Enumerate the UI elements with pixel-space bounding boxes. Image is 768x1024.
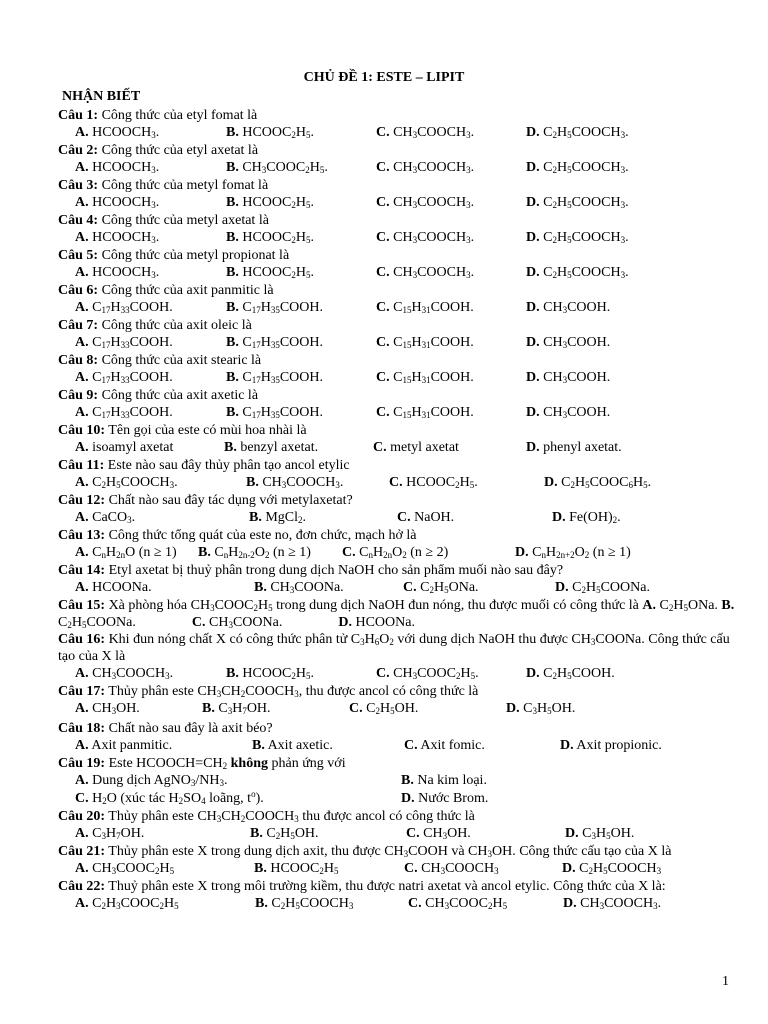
answer-option[interactable]: C. $C_{15}H_{31}COOH$. bbox=[376, 335, 474, 350]
answer-option[interactable]: D. $C_2H_5COOCH_3$. bbox=[526, 265, 629, 280]
question-stem bbox=[58, 107, 736, 124]
question-item bbox=[58, 755, 736, 808]
question-text: Công thức của axit oleic là bbox=[98, 318, 252, 333]
question-stem bbox=[58, 492, 736, 509]
question-stem bbox=[58, 282, 736, 299]
question-text: Thủy phân este $CH_3CH_2COOCH_3$, thu được ancol có công thức là bbox=[105, 684, 479, 699]
answer-options bbox=[58, 579, 736, 597]
question-stem bbox=[58, 212, 736, 229]
answer-options bbox=[58, 404, 736, 422]
answer-option[interactable]: A. $C_2H_3COOC_2H_5$ bbox=[75, 896, 179, 911]
answer-option[interactable]: A. $C_2H_5ONa$. bbox=[642, 598, 718, 613]
answer-options bbox=[58, 194, 736, 212]
answer-option[interactable]: D. $C_nH_{2n+2}O_2$ (n ≥ 1) bbox=[515, 545, 631, 560]
question-text: Công thức tổng quát của este no, đơn chức, mạch hở là bbox=[105, 528, 417, 543]
question-text: Xà phòng hóa $CH_3COOC_2H_5$ trong dung dịch NaOH đun nóng, thu được muối có công thức là bbox=[105, 598, 639, 613]
question-item bbox=[58, 352, 736, 387]
page-number: 1 bbox=[722, 974, 729, 989]
answer-option[interactable]: C. $CH_3COOCH_3$. bbox=[376, 125, 475, 140]
answer-option[interactable]: B. $HCOOC_2H_5$. bbox=[226, 195, 314, 210]
question-stem bbox=[58, 720, 736, 737]
question-text: Etyl axetat bị thuỷ phân trong dung dịch NaOH cho sản phẩm muối nào sau đây? bbox=[105, 563, 564, 578]
question-item bbox=[58, 107, 736, 142]
answer-option[interactable]: D. $C_3H_5OH$. bbox=[506, 701, 576, 716]
question-label: Câu 21: bbox=[58, 844, 106, 859]
question-stem bbox=[58, 808, 736, 825]
question-stem bbox=[58, 527, 736, 544]
question-list bbox=[58, 107, 736, 913]
question-item bbox=[58, 843, 736, 878]
answer-option[interactable]: D. $C_3H_5OH$. bbox=[565, 826, 635, 841]
question-text: Công thức của metyl fomat là bbox=[98, 178, 269, 193]
answer-options bbox=[58, 737, 736, 755]
answer-option[interactable]: C. $C_{15}H_{31}COOH$. bbox=[376, 300, 474, 315]
answer-option[interactable]: B. $C_2H_5OH$. bbox=[250, 826, 319, 841]
answer-option[interactable]: C. Axit fomic. bbox=[404, 738, 485, 753]
question-stem bbox=[58, 422, 736, 439]
answer-option[interactable]: A. HCOONa. bbox=[75, 580, 152, 595]
answer-option[interactable]: D. $CH_3COOH$. bbox=[526, 335, 611, 350]
answer-option[interactable]: C. $HCOOC_2H_5$. bbox=[389, 475, 478, 490]
question-label: Câu 16: bbox=[58, 632, 106, 647]
answer-option[interactable]: B. $C_2H_5COOCH_3$ bbox=[255, 896, 354, 911]
answer-option[interactable]: D. $C_2H_5COOH$. bbox=[526, 666, 615, 681]
question-stem bbox=[58, 247, 736, 264]
answer-options bbox=[58, 264, 736, 282]
answer-options bbox=[58, 369, 736, 387]
answer-option[interactable]: C. $CH_3COOCH_3$. bbox=[376, 230, 475, 245]
question-label: Câu 4: bbox=[58, 213, 99, 228]
answer-option[interactable]: B. MgCl$_2$. bbox=[249, 510, 307, 525]
question-text: Chất nào sau đây tác dụng với metylaxetat? bbox=[105, 493, 353, 508]
question-text: Thuỷ phân este X trong môi trường kiềm, thu được natri axetat và ancol etylic. Công thức của X là: bbox=[105, 879, 666, 894]
answer-option[interactable]: B. $CH_3COOC_2H_5$. bbox=[226, 160, 328, 175]
answer-option[interactable]: D. HCOONa. bbox=[338, 615, 415, 630]
answer-options bbox=[58, 700, 736, 720]
question-label: Câu 8: bbox=[58, 353, 99, 368]
answer-option[interactable]: C. $CH_3COOCH_3$. bbox=[376, 160, 475, 175]
section-heading: NHẬN BIẾT bbox=[62, 89, 141, 104]
answer-option[interactable]: D. $CH_3COOH$. bbox=[526, 370, 611, 385]
answer-option[interactable]: B. $C_{17}H_{35}COOH$. bbox=[226, 335, 323, 350]
question-item bbox=[58, 457, 736, 492]
question-stem bbox=[58, 352, 736, 369]
question-text: Thủy phân este $CH_3CH_2COOCH_3$ thu được ancol có công thức là bbox=[105, 809, 475, 824]
question-text: Công thức của axit axetic là bbox=[98, 388, 259, 403]
question-label: Câu 2: bbox=[58, 143, 99, 158]
answer-option[interactable]: D. $Fe(OH)_2$. bbox=[552, 510, 621, 525]
question-text: Công thức của etyl axetat là bbox=[98, 143, 259, 158]
question-item bbox=[58, 142, 736, 177]
answer-option[interactable]: A. $HCOOCH_3$. bbox=[75, 160, 160, 175]
answer-option[interactable]: B. $C_{17}H_{35}COOH$. bbox=[226, 300, 323, 315]
answer-option[interactable]: B. Axit axetic. bbox=[252, 738, 333, 753]
question-label: Câu 13: bbox=[58, 528, 106, 543]
answer-option[interactable]: D. $C_2H_5COOCH_3$. bbox=[526, 230, 629, 245]
answer-option[interactable]: A. $C_3H_7OH$. bbox=[75, 826, 145, 841]
question-stem bbox=[58, 457, 736, 474]
answer-option[interactable]: C. metyl axetat bbox=[373, 440, 459, 455]
answer-option[interactable]: D. $CH_3COOH$. bbox=[526, 405, 611, 420]
answer-options bbox=[58, 895, 736, 913]
question-item bbox=[58, 247, 736, 282]
answer-option[interactable]: A. $C_{17}H_{33}COOH$. bbox=[75, 370, 173, 385]
question-text: Khi đun nóng chất X có công thức phân tử $C_3H_6O_2$ với dung dịch NaOH thu được $CH_3COONa$. Công thức cấu tạo của X là bbox=[58, 632, 730, 664]
answer-option[interactable]: B. $C_2H_5COONa$. bbox=[58, 598, 735, 630]
answer-option[interactable]: A. $CH_3COOCH_3$. bbox=[75, 666, 174, 681]
answer-option[interactable]: B. $CH_3COONa$. bbox=[254, 580, 344, 595]
answer-options bbox=[58, 509, 736, 527]
question-label: Câu 1: bbox=[58, 108, 99, 123]
answer-option[interactable]: B. $HCOOC_2H_5$. bbox=[226, 230, 314, 245]
question-label: Câu 15: bbox=[58, 598, 106, 613]
answer-option[interactable]: A. $C_{17}H_{33}COOH$. bbox=[75, 405, 173, 420]
answer-option[interactable]: B. $HCOOC_2H_5$. bbox=[226, 125, 314, 140]
question-item bbox=[58, 492, 736, 527]
answer-option[interactable]: B. benzyl axetat. bbox=[224, 440, 319, 455]
answer-option[interactable]: B. $HCOOC_2H_5$. bbox=[226, 666, 314, 681]
question-text: Este nào sau đây thủy phân tạo ancol etylic bbox=[104, 458, 350, 473]
answer-option[interactable]: C. $CH_3COOCH_3$ bbox=[404, 861, 499, 876]
answer-option[interactable]: C. $H_2O$ (xúc tác $H_2SO_4$ loãng, $t^o$). bbox=[75, 789, 264, 806]
answer-option[interactable]: C. $C_{15}H_{31}COOH$. bbox=[376, 370, 474, 385]
question-text: Công thức của metyl propionat là bbox=[98, 248, 290, 263]
question-stem bbox=[58, 387, 736, 404]
answer-option[interactable]: D. Nước Brom. bbox=[401, 791, 489, 806]
question-label: Câu 14: bbox=[58, 563, 106, 578]
answer-options bbox=[58, 665, 736, 683]
question-item bbox=[58, 317, 736, 352]
answer-option[interactable]: A. Axit panmitic. bbox=[75, 738, 173, 753]
question-item bbox=[58, 387, 736, 422]
question-item bbox=[58, 212, 736, 247]
answer-option[interactable]: A. $CH_3COOC_2H_5$ bbox=[75, 861, 175, 876]
question-stem bbox=[58, 843, 736, 860]
answer-option[interactable]: C. $C_nH_{2n}O_2$ (n ≥ 2) bbox=[342, 545, 449, 560]
answer-options bbox=[58, 544, 736, 562]
answer-option[interactable]: A. $HCOOCH_3$. bbox=[75, 230, 160, 245]
answer-option[interactable]: C. $C_{15}H_{31}COOH$. bbox=[376, 405, 474, 420]
answer-options bbox=[58, 334, 736, 352]
answer-option[interactable]: D. $C_2H_5COOCH_3$. bbox=[526, 195, 629, 210]
question-text: Công thức của axit stearic là bbox=[98, 353, 262, 368]
answer-options bbox=[58, 439, 736, 457]
question-stem bbox=[58, 878, 736, 895]
question-stem bbox=[58, 597, 736, 631]
answer-option[interactable]: C. $CH_3COOCH_3$. bbox=[376, 195, 475, 210]
answer-option[interactable]: C. $CH_3COOC_2H_5$ bbox=[408, 896, 508, 911]
answer-option[interactable]: C. $CH_3COOCH_3$. bbox=[376, 265, 475, 280]
question-text: Công thức của axit panmitic là bbox=[98, 283, 274, 298]
question-item bbox=[58, 720, 736, 755]
question-item bbox=[58, 878, 736, 913]
question-item bbox=[58, 597, 736, 631]
question-label: Câu 17: bbox=[58, 684, 106, 699]
question-stem bbox=[58, 683, 736, 700]
answer-option[interactable]: C. NaOH. bbox=[397, 510, 455, 525]
question-label: Câu 10: bbox=[58, 423, 106, 438]
question-stem bbox=[58, 317, 736, 334]
question-label: Câu 5: bbox=[58, 248, 99, 263]
question-text: Công thức của etyl fomat là bbox=[98, 108, 258, 123]
question-text: Công thức của metyl axetat là bbox=[98, 213, 269, 228]
answer-options bbox=[58, 790, 736, 808]
answer-option[interactable]: A. isoamyl axetat bbox=[75, 440, 174, 455]
question-label: Câu 19: bbox=[58, 756, 106, 771]
page-title: CHỦ ĐỀ 1: ESTE – LIPIT bbox=[303, 70, 465, 85]
answer-option[interactable]: D. $C_2H_5COOC_6H_5$. bbox=[544, 475, 652, 490]
answer-option[interactable]: D. $CH_3COOH$. bbox=[526, 300, 611, 315]
question-stem bbox=[58, 562, 736, 579]
question-text: Chất nào sau đây là axit béo? bbox=[105, 721, 273, 736]
question-label: Câu 3: bbox=[58, 178, 99, 193]
answer-options bbox=[58, 159, 736, 177]
answer-options bbox=[58, 772, 736, 790]
answer-option[interactable]: B. $HCOOC_2H_5$ bbox=[254, 861, 339, 876]
answer-option[interactable]: C. $CH_3COOC_2H_5$. bbox=[376, 666, 479, 681]
answer-option[interactable]: A. CaCO$_3$. bbox=[75, 510, 136, 525]
question-label: Câu 7: bbox=[58, 318, 99, 333]
question-label: Câu 22: bbox=[58, 879, 106, 894]
answer-option[interactable]: A. Dung dịch $AgNO_3/NH_3$. bbox=[75, 773, 228, 788]
question-item bbox=[58, 562, 736, 597]
answer-option[interactable]: A. $C_nH_{2n}O$ (n ≥ 1) bbox=[75, 545, 177, 560]
answer-options bbox=[58, 229, 736, 247]
answer-option[interactable]: D. $C_2H_5COOCH_3$. bbox=[526, 125, 629, 140]
question-label: Câu 12: bbox=[58, 493, 106, 508]
answer-option[interactable]: A. $HCOOCH_3$. bbox=[75, 125, 160, 140]
question-label: Câu 18: bbox=[58, 721, 106, 736]
answer-option[interactable]: C. $C_2H_5OH$. bbox=[349, 701, 419, 716]
answer-option[interactable]: A. $C_{17}H_{33}COOH$. bbox=[75, 300, 173, 315]
question-stem bbox=[58, 755, 736, 772]
question-item bbox=[58, 808, 736, 843]
question-item bbox=[58, 177, 736, 212]
answer-options bbox=[58, 124, 736, 142]
answer-option[interactable]: B. $CH_3COOCH_3$. bbox=[246, 475, 344, 490]
answer-option[interactable]: A. $CH_3OH$. bbox=[75, 701, 140, 716]
answer-option[interactable]: C. $CH_3OH$. bbox=[406, 826, 471, 841]
answer-option[interactable]: B. $C_{17}H_{35}COOH$. bbox=[226, 405, 323, 420]
question-item bbox=[58, 282, 736, 317]
question-label: Câu 11: bbox=[58, 458, 105, 473]
answer-option[interactable]: C. $CH_3COONa$. bbox=[191, 615, 335, 630]
answer-option[interactable]: B. $HCOOC_2H_5$. bbox=[226, 265, 314, 280]
answer-option[interactable]: A. $HCOOCH_3$. bbox=[75, 195, 160, 210]
question-item bbox=[58, 631, 736, 683]
question-text: Este $HCOOCH=CH_2$ không phản ứng với bbox=[105, 756, 346, 771]
answer-option[interactable]: D. phenyl axetat. bbox=[526, 440, 622, 455]
answer-option[interactable]: D. Axit propionic. bbox=[560, 738, 662, 753]
answer-option[interactable]: B. $C_nH_{2n-2}O_2$ (n ≥ 1) bbox=[198, 545, 311, 560]
answer-option[interactable]: B. Na kim loại. bbox=[401, 773, 487, 788]
answer-option[interactable]: A. $C_{17}H_{33}COOH$. bbox=[75, 335, 173, 350]
question-text: Tên gọi của este có mùi hoa nhài là bbox=[105, 423, 307, 438]
answer-option[interactable]: D. $C_2H_5COOCH_3$ bbox=[562, 861, 662, 876]
question-label: Câu 6: bbox=[58, 283, 99, 298]
answer-option[interactable]: A. $C_2H_5COOCH_3$. bbox=[75, 475, 178, 490]
question-text: Thủy phân este X trong dung dịch axit, thu được $CH_3COOH$ và $CH_3OH$. Công thức cấu tạo của X là bbox=[105, 844, 672, 859]
answer-options bbox=[58, 825, 736, 843]
question-stem bbox=[58, 142, 736, 159]
question-label: Câu 20: bbox=[58, 809, 106, 824]
answer-option[interactable]: D. $C_2H_5COONa$. bbox=[555, 580, 650, 595]
question-item bbox=[58, 527, 736, 562]
question-label: Câu 9: bbox=[58, 388, 99, 403]
question-item bbox=[58, 422, 736, 457]
answer-option[interactable]: D. $CH_3COOCH_3$. bbox=[563, 896, 662, 911]
answer-option[interactable]: B. $C_{17}H_{35}COOH$. bbox=[226, 370, 323, 385]
answer-option[interactable]: B. $C_3H_7OH$. bbox=[202, 701, 271, 716]
question-item bbox=[58, 683, 736, 720]
answer-option[interactable]: D. $C_2H_5COOCH_3$. bbox=[526, 160, 629, 175]
answer-options bbox=[58, 474, 736, 492]
answer-options bbox=[58, 299, 736, 317]
answer-options bbox=[58, 860, 736, 878]
answer-option[interactable]: A. $HCOOCH_3$. bbox=[75, 265, 160, 280]
answer-option[interactable]: C. $C_2H_5ONa$. bbox=[403, 580, 479, 595]
question-stem bbox=[58, 177, 736, 194]
question-stem bbox=[58, 631, 736, 665]
